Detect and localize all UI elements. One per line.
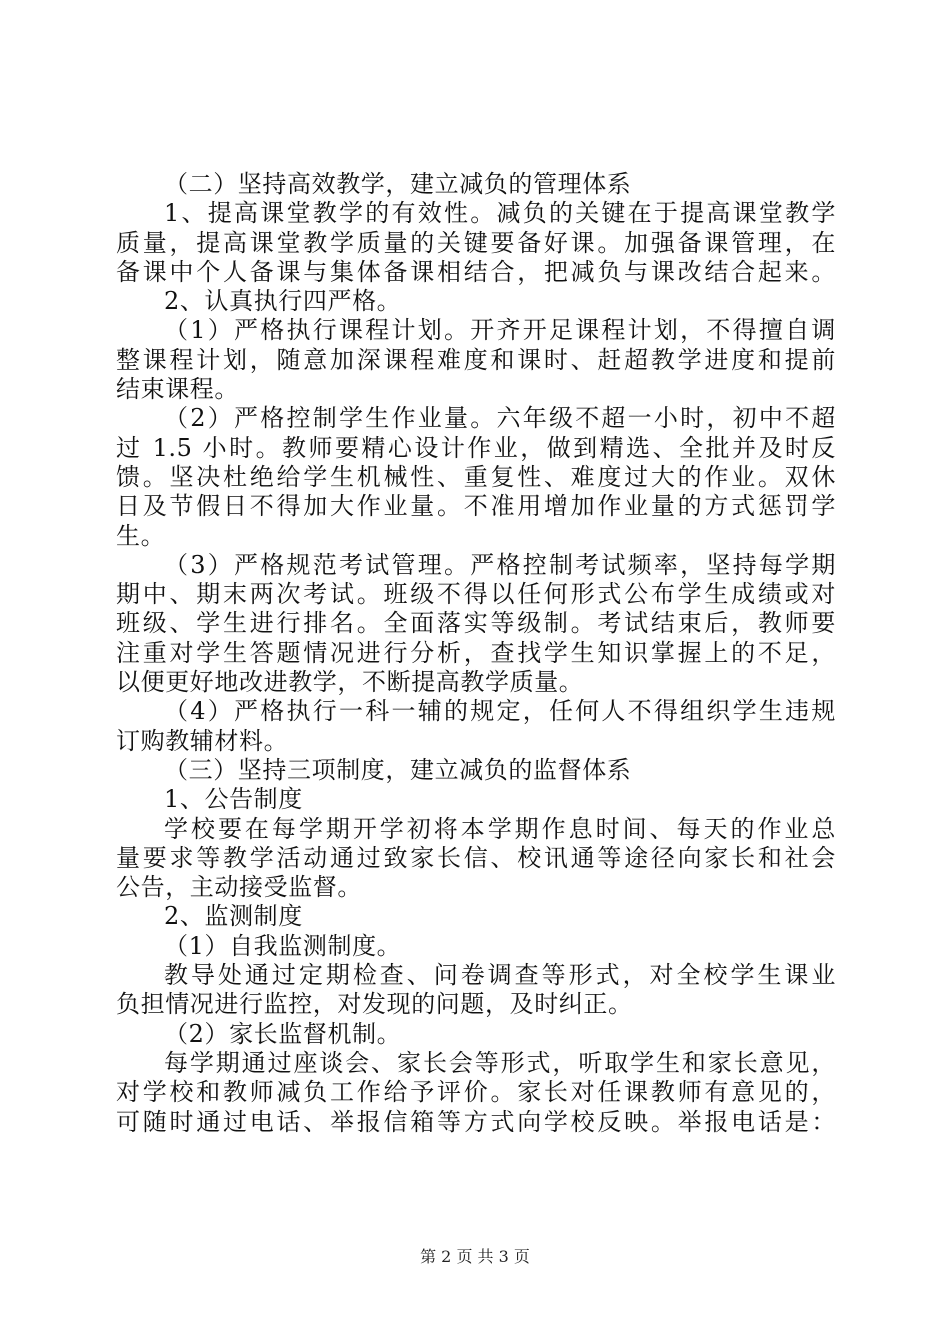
- text-line: 结束课程。: [116, 375, 239, 404]
- text-line: 生。: [116, 521, 166, 550]
- text-line: （二）坚持高效教学，建立减负的管理体系: [164, 170, 632, 198]
- page-footer: 第 2 页 共 3 页: [420, 1247, 530, 1266]
- text-line: 日及节假日不得加大作业量。不准用增加作业量的方式惩罚学: [116, 492, 836, 521]
- text-line: （4）严格执行一科一辅的规定，任何人不得组织学生违规: [164, 697, 836, 726]
- text-line: （三）坚持三项制度，建立减负的监督体系: [164, 755, 632, 784]
- text-line: 注重对学生答题情况进行分析，查找学生知识掌握上的不足，: [116, 638, 836, 667]
- text-line: 学校要在每学期开学初将本学期作息时间、每天的作业总: [164, 814, 836, 843]
- text-line: 期中、期末两次考试。班级不得以任何形式公布学生成绩或对: [116, 580, 836, 609]
- text-line: 质量，提高课堂教学质量的关键要备好课。加强备课管理，在: [116, 228, 836, 257]
- text-line: （3）严格规范考试管理。严格控制考试频率，坚持每学期: [164, 550, 836, 579]
- text-line: 量要求等教学活动通过致家长信、校讯通等途径向家长和社会: [116, 843, 836, 872]
- text-line: （1）自我监测制度。: [164, 931, 402, 960]
- text-line: 2、认真执行四严格。: [164, 287, 402, 316]
- text-line: 教导处通过定期检查、问卷调查等形式，对全校学生课业: [164, 961, 836, 990]
- text-line: 以便更好地改进教学，不断提高教学质量。: [116, 668, 584, 697]
- document-body: [116, 170, 836, 1137]
- text-line: 馈。坚决杜绝给学生机械性、重复性、难度过大的作业。双休: [116, 462, 836, 491]
- text-line: （1）严格执行课程计划。开齐开足课程计划，不得擅自调: [164, 316, 836, 345]
- text-line: 过 1.5 小时。教师要精心设计作业，做到精选、全批并及时反: [116, 433, 836, 462]
- text-line: 1、提高课堂教学的有效性。减负的关键在于提高课堂教学: [164, 199, 836, 228]
- text-line: （2）严格控制学生作业量。六年级不超一小时，初中不超: [164, 404, 836, 433]
- text-line: （2）家长监督机制。: [164, 1019, 402, 1048]
- text-line: 订购教辅材料。: [116, 726, 289, 755]
- text-line: 负担情况进行监控，对发现的问题，及时纠正。: [116, 990, 633, 1019]
- text-line: 备课中个人备课与集体备课相结合，把减负与课改结合起来。: [116, 257, 836, 286]
- text-line: 对学校和教师减负工作给予评价。家长对任课教师有意见的，: [116, 1078, 836, 1107]
- text-line: 公告，主动接受监督。: [116, 873, 362, 902]
- text-line: 班级、学生进行排名。全面落实等级制。考试结束后，教师要: [116, 609, 836, 638]
- text-line: 可随时通过电话、举报信箱等方式向学校反映。举报电话是：: [116, 1107, 836, 1136]
- text-line: 整课程计划，随意加深课程难度和课时、赶超教学进度和提前: [116, 345, 836, 374]
- text-line: 1、公告制度: [164, 785, 303, 814]
- text-line: 2、监测制度: [164, 902, 303, 931]
- text-line: 每学期通过座谈会、家长会等形式，听取学生和家长意见，: [164, 1048, 836, 1077]
